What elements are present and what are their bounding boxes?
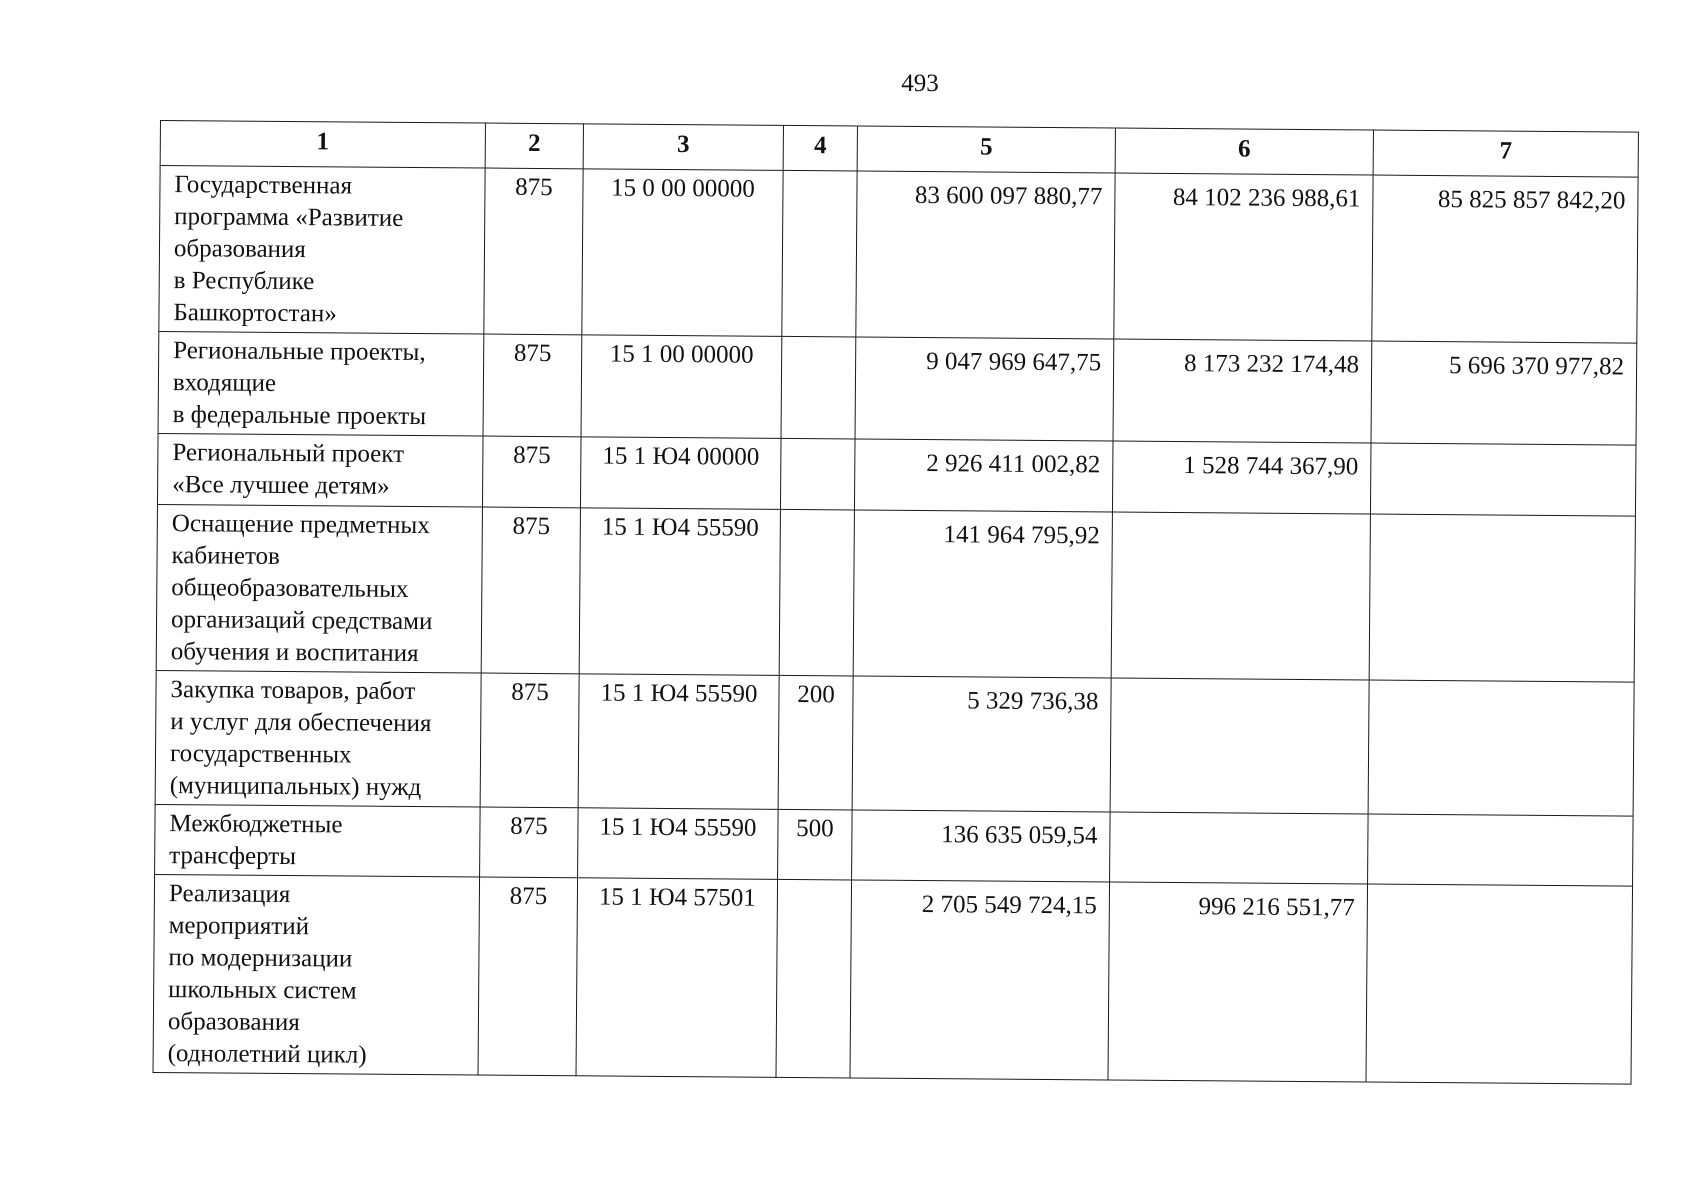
table-row xyxy=(159,166,1638,344)
row-target-code: 15 1 Ю4 55590 xyxy=(578,674,779,810)
column-header: 2 xyxy=(485,123,583,169)
row-target-code: 15 1 00 00000 xyxy=(581,335,782,439)
column-header: 7 xyxy=(1373,130,1638,177)
row-grbs-code: 875 xyxy=(481,507,580,674)
row-amount-col6: 84 102 236 988,61 xyxy=(1114,173,1373,341)
row-amount-col6 xyxy=(1110,812,1369,884)
row-amount-col6: 8 173 232 174,48 xyxy=(1113,339,1372,443)
row-amount-col7 xyxy=(1369,514,1635,682)
table-row xyxy=(158,331,1637,445)
row-expense-type xyxy=(780,438,855,510)
row-name: Закупка товаров, работ и услуг для обеспечения государственных (муниципальных) нужд xyxy=(155,670,481,807)
row-amount-col6 xyxy=(1111,512,1370,680)
table-row xyxy=(153,874,1633,1084)
table-row xyxy=(157,433,1636,516)
row-amount-col7 xyxy=(1366,884,1633,1084)
row-target-code: 15 1 Ю4 00000 xyxy=(580,437,781,510)
row-name: Региональные проекты, входящие в федеральные проекты xyxy=(158,331,484,436)
row-expense-type: 200 xyxy=(778,675,853,810)
table-row xyxy=(155,804,1634,886)
column-header: 6 xyxy=(1115,128,1373,175)
column-header: 3 xyxy=(583,124,783,171)
budget-table xyxy=(153,120,1639,1085)
row-amount-col7 xyxy=(1370,443,1636,516)
row-amount-col5: 2 926 411 002,82 xyxy=(854,439,1113,512)
row-name: Реализация мероприятий по модернизации школьных систем образования (однолетний цикл) xyxy=(153,874,480,1075)
row-target-code: 15 1 Ю4 57501 xyxy=(576,878,778,1078)
row-expense-type xyxy=(776,879,852,1078)
row-amount-col5: 9 047 969 647,75 xyxy=(855,337,1114,441)
row-amount-col6: 1 528 744 367,90 xyxy=(1112,441,1371,514)
page-number: 493 xyxy=(901,70,939,97)
row-name: Региональный проект «Все лучшее детям» xyxy=(157,433,483,507)
table-row xyxy=(156,504,1635,682)
column-header: 4 xyxy=(783,125,857,171)
row-expense-type xyxy=(781,336,856,439)
row-amount-col6: 996 216 551,77 xyxy=(1108,882,1368,1082)
row-grbs-code: 875 xyxy=(483,334,582,437)
row-amount-col5: 5 329 736,38 xyxy=(852,676,1111,812)
row-grbs-code: 875 xyxy=(482,436,581,508)
row-target-code: 15 1 Ю4 55590 xyxy=(579,508,780,676)
row-amount-col7: 5 696 370 977,82 xyxy=(1371,341,1637,445)
column-header: 1 xyxy=(160,121,485,169)
row-expense-type: 500 xyxy=(778,809,853,880)
row-target-code: 15 0 00 00000 xyxy=(582,169,783,337)
budget-table-container xyxy=(153,120,1638,1085)
row-name: Государственная программа «Развитие образования в Республике Башкортостан» xyxy=(159,166,485,335)
column-header: 5 xyxy=(857,126,1115,173)
row-amount-col6 xyxy=(1110,678,1369,814)
row-amount-col7 xyxy=(1368,680,1634,816)
row-grbs-code: 875 xyxy=(478,877,578,1076)
row-name: Оснащение предметных кабинетов общеобразовательных организаций средствами обучения и воспитания xyxy=(156,504,482,673)
row-amount-col7 xyxy=(1368,814,1634,886)
row-grbs-code: 875 xyxy=(484,168,583,335)
row-amount-col7: 85 825 857 842,20 xyxy=(1372,175,1638,343)
row-grbs-code: 875 xyxy=(480,673,579,808)
row-grbs-code: 875 xyxy=(480,807,579,878)
row-amount-col5: 2 705 549 724,15 xyxy=(850,880,1110,1080)
row-target-code: 15 1 Ю4 55590 xyxy=(578,808,779,880)
row-expense-type xyxy=(779,509,854,676)
row-amount-col5: 141 964 795,92 xyxy=(853,510,1112,678)
row-amount-col5: 136 635 059,54 xyxy=(852,810,1111,882)
table-row xyxy=(155,670,1634,816)
row-amount-col5: 83 600 097 880,77 xyxy=(856,171,1115,339)
row-expense-type xyxy=(782,170,857,337)
row-name: Межбюджетные трансферты xyxy=(155,804,481,877)
